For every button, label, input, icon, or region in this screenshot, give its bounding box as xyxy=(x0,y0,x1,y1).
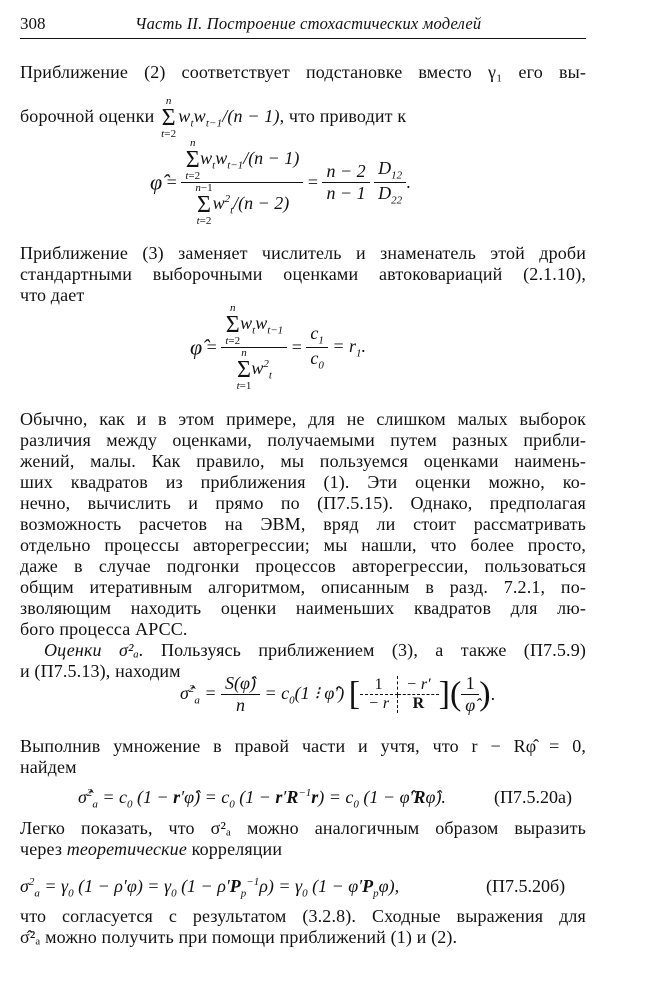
paragraph-theory-line1: Легко показать, что σ²ₐ можно аналогичным образом выразить xyxy=(20,818,586,838)
paragraph-body-line10: зволяющим находить оценки наименьших квадратов для лю- xyxy=(20,598,586,618)
paragraph-approx3-line2: стандартными выборочными оценками автоковариаций (2.1.10), xyxy=(20,264,586,284)
paragraph-body-line3: жений, малы. Как правило, мы пользуемся оценками наимень- xyxy=(20,451,586,471)
paragraph-body-line5: нечно, вычислить и прямо по (П7.5.15). Однако, предполагая xyxy=(20,493,586,513)
paragraph-conclusion-line2: σ̂²ₐ можно получить при помощи приближений (1) и (2). xyxy=(20,927,458,947)
equation-20a-label: (П7.5.20а) xyxy=(494,787,572,807)
paragraph-body-line2: различия между оценками, получаемыми путем разных прибли- xyxy=(20,430,586,450)
paragraph-sigma-line2: и (П7.5.13), находим xyxy=(20,661,181,681)
paragraph-conclusion-line1: что согласуется с результатом (3.2.8). Сходные выражения для xyxy=(20,906,586,926)
fraction-phi-approx2: n Σ $t=2w_tw_{t-1}/(n - 1)$ n−1 Σ $t=2w^2_t/(n - 2)$ xyxy=(181,138,303,227)
paragraph-body-line9: общим итеративным алгоритмом, описанным в разд. 7.2.1, по- xyxy=(20,577,586,597)
running-header xyxy=(20,12,586,39)
paragraph-body-line7: отдельно процессы авторегрессии; мы нашли, что более просто, xyxy=(20,535,586,555)
sigma-heading: Оценки σ²ₐ. xyxy=(44,640,144,660)
paragraph-multiply-line2: найдем xyxy=(20,757,77,777)
equation-20b: $\sigma^2_a = \gamma_0$ $(1 - \rho'\varphi) = \gamma_0$ $(1 - \rho'P_p^{-1}\rho) = \gamma_0$ $(1 - \varphi'P_p\varphi)$, xyxy=(20,876,400,900)
paragraph-theory-line2: через теоретические корреляции xyxy=(20,839,283,859)
equation-sigma-hat: σ̂$^2_a$ = $\frac{S(\varphî)}{n}$ = $c_0(1$ ⁝ φ̂′) [ 1 − r′ − r R ]( $\frac{1}{\varphî}$ ). xyxy=(180,673,496,715)
page-number: 308 xyxy=(20,14,46,33)
equation-20a: σ̂$^2_a$ = $c_0$ (1 − r′φ̂) = $c_0$ $(1 - r'R^{-1}r) = c_0$ (1 − φ̂′Rφ̂). xyxy=(78,787,446,811)
inline-sum-symbol: n Σ t=2 xyxy=(161,95,177,140)
equation-phi-approx2: φ̂ = n Σ $t=2w_tw_{t-1}/(n - 1)$ n−1 Σ $t=2w^2_t/(n - 2)$ = $\frac{n - 2}{n - 1}$ $\frac{D_{12}}{D_{22}}$ . xyxy=(150,137,411,227)
paragraph-approx3-line1: Приближение (3) заменяет числитель и знаменатель этой дроби xyxy=(20,243,586,263)
paragraph-sigma-line1: Оценки σ²ₐ. Пользуясь приближением (3), а также (П7.5.9) xyxy=(44,640,586,660)
inline-sum-expression: $w_tw_{t-1}/(n - 1)$ xyxy=(178,106,280,130)
fraction-phi-approx3: n Σ $t=2w_tw_{t-1}$ n Σ $t=1w^2_t$ xyxy=(221,303,287,392)
line2-prefix: борочной оценки xyxy=(20,106,155,127)
paragraph-multiply-line1: Выполнив умножение в правой части и учтя, что r − Rφ̂ = 0, xyxy=(20,736,586,756)
paragraph-body-line6: возможность расчетов на ЭВМ, вряд ли стоит рассматривать xyxy=(20,514,586,534)
paragraph-body-line1: Обычно, как и в этом примере, для не слишком малых выборок xyxy=(20,409,586,429)
paragraph-body-line4: ших квадратов из приближения (1). Эти оценки можно, ко- xyxy=(20,472,586,492)
line2-suffix: , что приводит к xyxy=(279,106,407,127)
paragraph-approx2-line2 xyxy=(20,96,586,140)
paragraph-approx3-line3: что дает xyxy=(20,285,85,305)
paragraph-approx2-line1: Приближение (2) соответствует подстановке вместо γ₁ его вы- xyxy=(20,62,586,82)
paragraph-body-line8: даже в случае подгонки процессов авторегрессии, пользоваться xyxy=(20,556,586,576)
partitioned-matrix: 1 − r′ − r R xyxy=(360,676,439,713)
equation-20b-label: (П7.5.20б) xyxy=(486,876,566,896)
equation-phi-approx3: φ̂ = n Σ $t=2w_tw_{t-1}$ n Σ $t=1w^2_t$ = $\frac{c_1}{c_0}$ = $r_1$. xyxy=(190,302,366,392)
running-title: Часть II. Построение стохастических моделей xyxy=(135,14,482,33)
paragraph-body-line11: бого процесса АРСС. xyxy=(20,619,188,639)
